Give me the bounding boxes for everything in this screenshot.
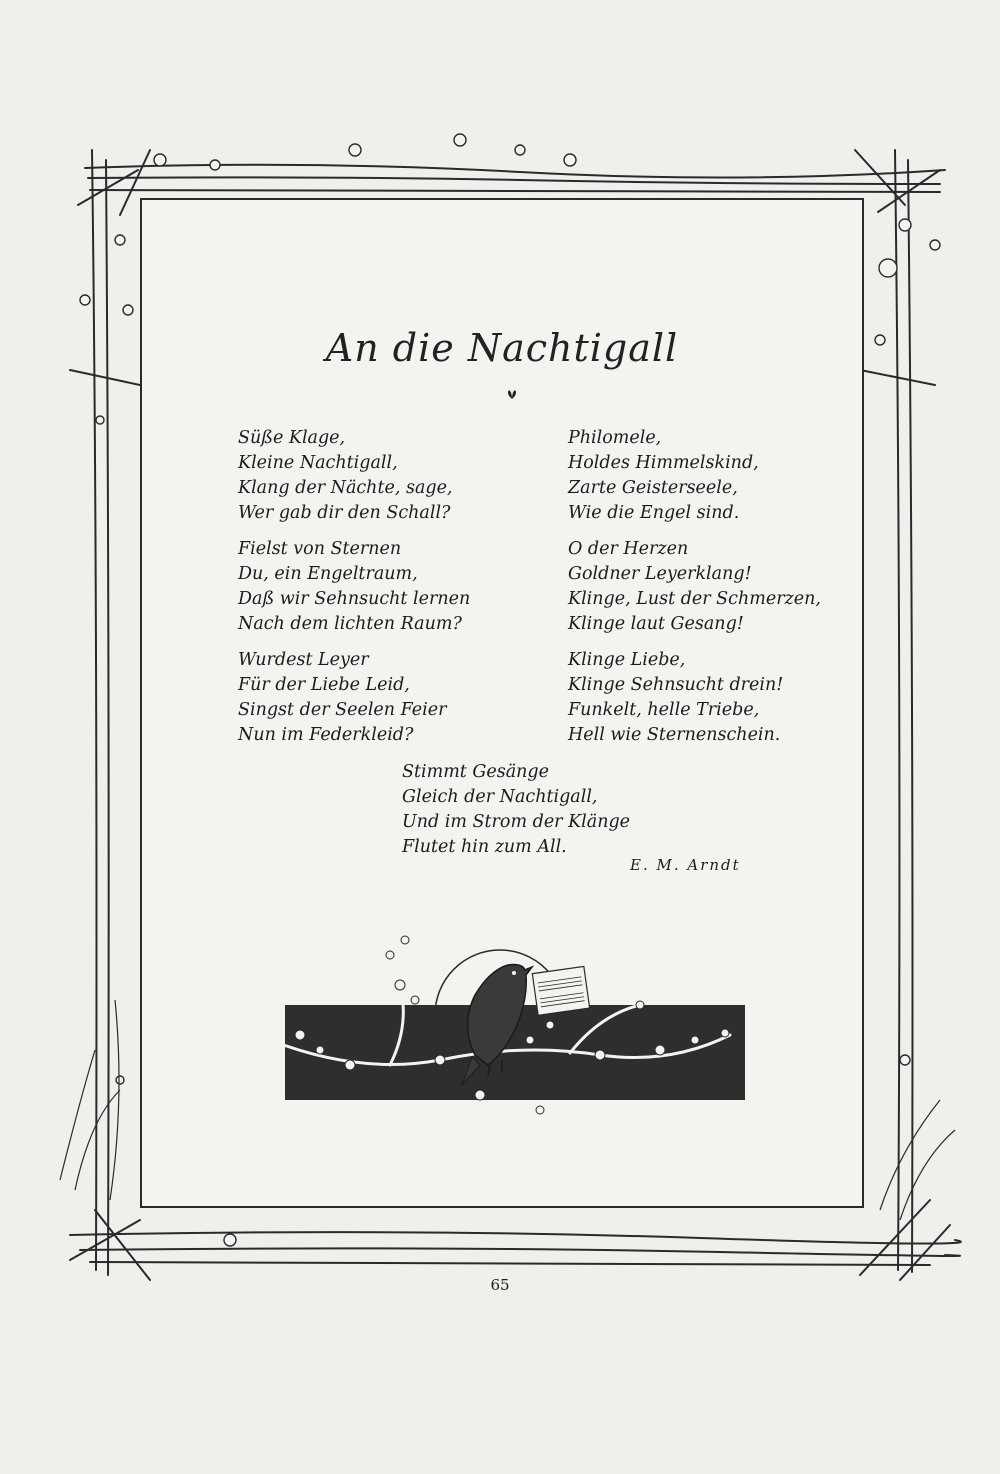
verse-line: Singst der Seelen Feier — [238, 700, 447, 720]
verse-line: Kleine Nachtigall, — [238, 453, 398, 473]
verse-line: Zarte Geisterseele, — [568, 478, 738, 498]
verse-line: Holdes Himmelskind, — [568, 453, 759, 473]
verse-line: Du, ein Engeltraum, — [238, 564, 418, 584]
verse-line: Nach dem lichten Raum? — [238, 614, 462, 634]
stanza — [568, 648, 783, 748]
nightingale-illustration — [240, 925, 760, 1135]
verse-line: Klinge Sehnsucht drein! — [568, 675, 784, 695]
verse-line: Nun im Federkleid? — [238, 725, 414, 745]
verse-line: Hell wie Sternenschein. — [568, 725, 781, 745]
stanza — [238, 426, 453, 526]
stanza — [238, 537, 470, 637]
verse-line: Funkelt, helle Triebe, — [568, 700, 760, 720]
poem-title: An die Nachtigall — [325, 326, 679, 370]
verse-line: Stimmt Gesänge — [402, 762, 549, 782]
verse-line: Goldner Leyerklang! — [568, 564, 752, 584]
verse-line: Wurdest Leyer — [238, 650, 369, 670]
verse-line: Und im Strom der Klänge — [402, 812, 631, 832]
verse-line: Süße Klage, — [238, 428, 346, 448]
verse-line: Klinge, Lust der Schmerzen, — [568, 589, 821, 609]
verse-line: Philomele, — [568, 428, 662, 448]
verse-line: Klinge laut Gesang! — [568, 614, 744, 634]
stanza — [568, 426, 759, 526]
verse-line: Für der Liebe Leid, — [238, 675, 410, 695]
verse-line: Klinge Liebe, — [568, 650, 686, 670]
verse-line: Wie die Engel sind. — [568, 503, 740, 523]
verse-line: Fielst von Sternen — [238, 539, 402, 559]
leaf-ornament-icon — [505, 388, 519, 400]
page-number: 65 — [490, 1276, 510, 1294]
stanza — [568, 537, 821, 637]
closing-stanza — [402, 760, 630, 860]
stanza — [238, 648, 446, 748]
verse-line: Klang der Nächte, sage, — [238, 478, 453, 498]
verse-line: Daß wir Sehnsucht lernen — [238, 589, 471, 609]
author-attribution: E. M. Arndt — [630, 856, 741, 874]
verse-line: Flutet hin zum All. — [402, 837, 567, 857]
verse-line: Wer gab dir den Schall? — [238, 503, 451, 523]
verse-line: Gleich der Nachtigall, — [402, 787, 598, 807]
verse-line: O der Herzen — [568, 539, 689, 559]
